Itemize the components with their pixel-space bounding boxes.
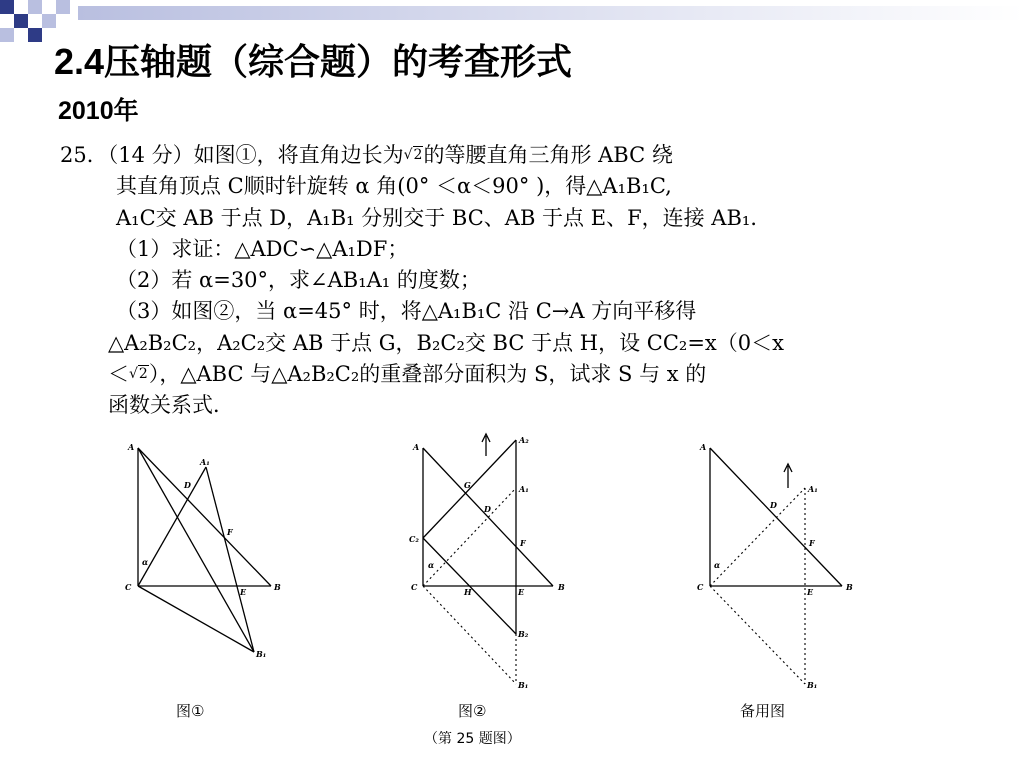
problem-line-8-end: ），△ABC 与△A₂B₂C₂的重叠部分面积为 S，试求 S 与 x 的 <box>148 362 707 387</box>
year-heading: 2010年 <box>58 97 139 125</box>
problem-line-4: （1）求证：△ADC∽△A₁DF； <box>116 236 409 261</box>
fig1-label-A1: A₁ <box>200 457 210 467</box>
fig3-label-E: E <box>807 587 814 597</box>
fig1-label-D: D <box>184 480 191 490</box>
fig2-label-A1: A₁ <box>519 484 529 494</box>
problem-line-3: A₁C交 AB 于点 D，A₁B₁ 分别交于 BC、AB 于点 E、F，连接 AB₁． <box>116 205 772 230</box>
problem-line-5: （2）若 α=30°，求∠AB₁A₁ 的度数； <box>116 268 481 293</box>
fig2-label-G: G <box>464 480 471 490</box>
figure-2-caption: 图② <box>458 702 487 720</box>
fig1-label-E: E <box>240 587 247 597</box>
fig1-label-B: B <box>274 582 281 592</box>
fig3-label-alpha: α <box>714 560 721 570</box>
fig2-label-F: F <box>520 538 526 548</box>
fig2-label-B1: B₁ <box>518 680 529 690</box>
fig2-label-A: A <box>413 442 420 452</box>
fig3-label-B: B <box>846 582 853 592</box>
problem-line-9: 函数关系式． <box>108 393 234 418</box>
fig2-label-D: D <box>484 504 491 514</box>
slide-title: 2.4压轴题（综合题）的考查形式 <box>54 41 573 82</box>
fig1-label-F: F <box>227 527 233 537</box>
fig3-label-C: C <box>697 582 704 592</box>
fig3-label-D: D <box>770 500 777 510</box>
fig1-label-B1: B₁ <box>256 649 267 659</box>
sqrt-radicand: 2 <box>413 147 423 163</box>
fig3-label-A1: A₁ <box>808 484 818 494</box>
fig1-label-A: A <box>128 442 135 452</box>
problem-line-1-end: 的等腰直角三角形 ABC 绕 <box>423 143 673 167</box>
fig2-label-B: B <box>558 582 565 592</box>
sqrt-symbol: √2 <box>403 147 423 163</box>
fig2-label-E: E <box>518 587 525 597</box>
sqrt-radicand-2: 2 <box>138 366 148 383</box>
fig1-label-alpha: α <box>142 557 149 567</box>
problem-line-2: 其直角顶点 C顺时针旋转 α 角(0° ＜α＜90° )，得△A₁B₁C, <box>116 174 672 199</box>
problem-line-8-start: ＜ <box>108 362 129 387</box>
fig2-label-alpha: α <box>428 560 435 570</box>
figure-1-caption: 图① <box>176 702 205 720</box>
fig3-label-B1: B₁ <box>807 680 818 690</box>
fig2-label-H: H <box>464 587 472 597</box>
problem-line-7: △A₂B₂C₂，A₂C₂交 AB 于点 G，B₂C₂交 BC 于点 H，设 CC₂=x（0＜x <box>108 330 784 355</box>
fig2-label-B2: B₂ <box>518 629 529 639</box>
sqrt-symbol-2: √2 <box>129 366 148 383</box>
fig1-label-C: C <box>125 582 132 592</box>
fig3-label-F: F <box>809 538 815 548</box>
fig2-label-C2: C₂ <box>409 534 419 544</box>
fig3-label-A: A <box>700 442 707 452</box>
fig2-label-C: C <box>411 582 418 592</box>
figure-overall-caption: （第 25 题图） <box>424 731 521 747</box>
problem-line-1-start: 25．（14 分）如图①，将直角边长为 <box>60 143 404 167</box>
problem-line-6: （3）如图②，当 α=45° 时，将△A₁B₁C 沿 C→A 方向平移得 <box>116 299 697 324</box>
fig2-label-A2: A₂ <box>519 435 529 445</box>
figure-3-caption: 备用图 <box>740 702 786 720</box>
